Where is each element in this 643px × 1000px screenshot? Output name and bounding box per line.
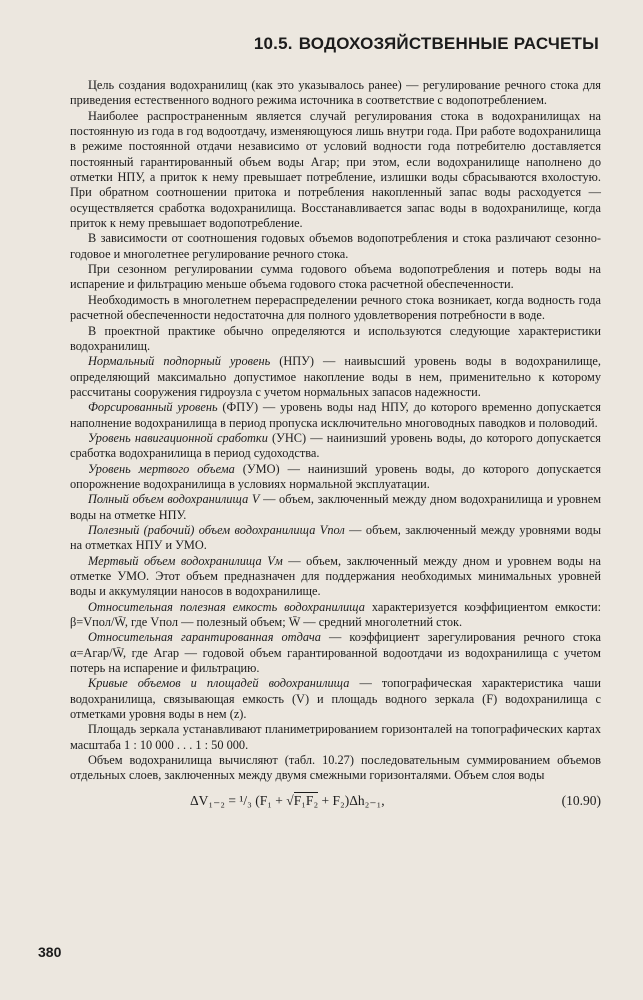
section-title: ВОДОХОЗЯЙСТВЕННЫЕ РАСЧЕТЫ (298, 34, 599, 53)
definition-paragraph (70, 523, 601, 554)
section-heading (70, 34, 599, 54)
definition-paragraph (70, 554, 601, 600)
paragraph: В проектной практике обычно определяются и используются следующие характеристики водохранилищ. (70, 323, 601, 353)
paragraph: Объем водохранилища вычисляют (табл. 10.27) последовательным суммированием объемов отдельных слоев, заключенных между двумя смежными горизонталями. Объем слоя воды (70, 753, 601, 783)
term: Форсированный уровень (88, 400, 218, 415)
definition: — коэффициент зарегулирования речного стока α=Aгар/W̄, где Aгар — годовой объем гарантированной водоотдачи из водохранилища с учетом потерь на испарение и фильтрацию. (70, 630, 602, 676)
paragraph: Цель создания водохранилищ (как это указывалось ранее) — регулирование речного стока для приведения естественного водного режима источника в соответствие с водопотреблением. (70, 78, 601, 108)
definition-paragraph (70, 400, 601, 431)
term: Кривые объемов и площадей водохранилища (88, 676, 350, 691)
definition: (УМО) — наинизший уровень воды, до которого допускается опорожнение водохранилища в условиях нормальной эксплуатации. (70, 461, 602, 491)
definition-paragraph (70, 600, 601, 631)
definition: — топографическая характеристика чаши водохранилища, связывающая емкость (V) и площадь водного зеркала (F) водохранилища с отметками уровня воды в нем (z). (70, 676, 601, 722)
term: Относительная полезная емкость водохранилища (88, 599, 365, 614)
definition: (НПУ) — наивысший уровень воды в водохранилище, определяющий максимально допустимое накопление воды в нем, применительно к которому рассчитаны сооружения гидроузла с учетом нормальных запасов надежности. (70, 354, 601, 399)
paragraph: Необходимость в многолетнем перераспределении речного стока возникает, когда водность года расчетной обеспеченности недостаточна для полного удовлетворения потребности в воде. (70, 292, 601, 323)
definition-paragraph (70, 354, 601, 400)
definition: (УНС) — наинизший уровень воды, до которого допускается сработка водохранилища в период судоходства. (70, 430, 601, 461)
paragraph: Наиболее распространенным является случай регулирования стока в водохранилищах на постоянную из года в год водоотдачу, изменяющуюся лишь внутри года. При работе водохранилища в режиме постоянной отдачи независимо от условий водности года потребителю доставляется постоянный гарантированный объем воды Aгар; при этом, если водохранилище наполнено до отметки НПУ, а приток к нему превышает потребление, излишки воды сбрасываются вхолостую. При обратном соотношении притока и потребления накопленный запас воды расходуется — осуществляется сработка водохранилища. Восстанавливается запас воды в водохранилище, когда приток к нему превышает водопотребление. (70, 108, 601, 231)
term: Полный объем водохранилища V (88, 492, 260, 507)
formula-sqrt: F₁F₂ (293, 792, 319, 808)
formula-lhs: ΔV₁₋₂ = ¹/₃ (F₁ + (190, 792, 287, 808)
section-number: 10.5. (253, 34, 293, 53)
term: Уровень навигационной сработки (88, 430, 268, 445)
page-number: 380 (38, 944, 62, 960)
definition: характеризуется коэффициентом емкости: β=Vпол/W̄, где Vпол — полезный объем; W̄ — средний многолетний сток. (70, 599, 601, 630)
definition-paragraph (70, 676, 601, 722)
term: Уровень мертвого объема (88, 461, 235, 476)
formula-rhs: + F₂)Δh₂₋₁, (318, 792, 385, 808)
paragraph: Площадь зеркала устанавливают планиметрированием горизонталей на топографических картах масштаба 1 : 10 000 . . . 1 : 50 000. (70, 722, 601, 752)
paragraph: В зависимости от соотношения годовых объемов водопотребления и стока различают сезонно-годовое и многолетнее регулирование речного стока. (70, 231, 601, 261)
formula: ΔV₁₋₂ = ¹/₃ (F₁ + √F₁F₂ + F₂)Δh₂₋₁, (190, 792, 385, 808)
term: Мертвый объем водохранилища Vм (88, 553, 283, 568)
definition-paragraph (70, 462, 601, 493)
definition: (ФПУ) — уровень воды над НПУ, до которого временно допускается наполнение водохранилища в период пропуска исключительно многоводных паводков и половодий. (70, 400, 601, 430)
definition-paragraph (70, 431, 601, 462)
definition: — объем, заключенный между уровнями воды на отметках НПУ и УМО. (70, 522, 601, 553)
term: Нормальный подпорный уровень (88, 354, 271, 369)
body-text (70, 78, 601, 784)
definition-paragraph (70, 492, 601, 523)
definition: — объем, заключенный между дном водохранилища и уровнем воды на отметке НПУ. (70, 492, 602, 522)
formula-number: (10.90) (561, 792, 601, 808)
paragraph: При сезонном регулировании сумма годового объема водопотребления и потерь воды на испарение и фильтрацию меньше объема годового стока расчетной обеспеченности. (70, 262, 601, 292)
definition: — объем, заключенный между дном и уровнем воды на отметке УМО. Этот объем предназначен для поддержания необходимых минимальных уровней воды и аккумуляции наносов в водохранилище. (70, 553, 601, 599)
term: Полезный (рабочий) объем водохранилища Vпол (88, 522, 345, 537)
definition-paragraph (70, 630, 601, 676)
term: Относительная гарантированная отдача (88, 630, 321, 645)
formula-row (70, 791, 601, 815)
